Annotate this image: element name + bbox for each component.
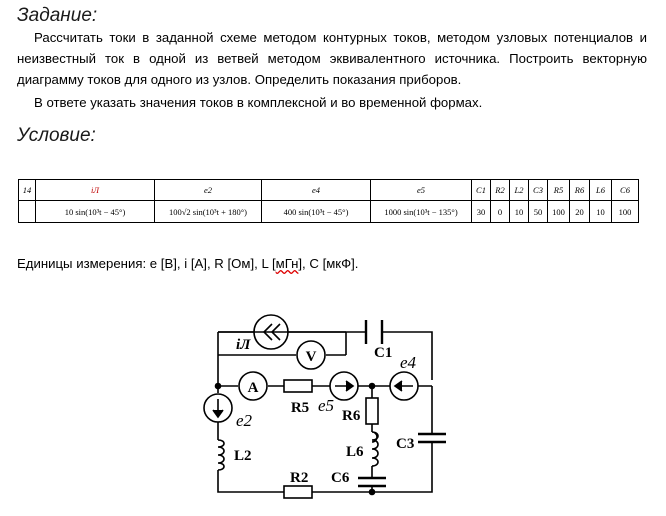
resistor-r5 xyxy=(284,380,312,392)
table-header-cell: e2 xyxy=(155,180,262,201)
table-cell: 100 xyxy=(612,201,639,223)
label-a: A xyxy=(247,380,259,396)
source-e2-icon xyxy=(204,394,232,422)
table-header-cell: 14 xyxy=(19,180,36,201)
label-c6: C6 xyxy=(331,470,350,486)
task-heading: Задание: xyxy=(17,5,98,26)
source-e5-icon xyxy=(330,372,358,400)
units-mgn: мГн xyxy=(275,256,299,271)
table-header-cell: R2 xyxy=(491,180,510,201)
table-header-cell: C1 xyxy=(472,180,491,201)
source-e4-icon xyxy=(390,372,418,400)
table-cell: 50 xyxy=(529,201,548,223)
label-l6: L6 xyxy=(346,444,364,460)
table-cell: 100 xyxy=(548,201,570,223)
table-header-cell: e5 xyxy=(371,180,472,201)
label-v: V xyxy=(305,349,317,365)
label-r5: R5 xyxy=(290,400,310,416)
label-l2: L2 xyxy=(234,448,252,464)
table-header-cell: e4 xyxy=(262,180,371,201)
table-cell: 400 sin(10³t − 45°) xyxy=(262,201,371,223)
units-text: Единицы измерения: e [В], i [А], R [Ом], L [ xyxy=(17,256,276,271)
node-dot xyxy=(216,384,221,389)
label-c1: C1 xyxy=(374,345,393,361)
inductor-l6 xyxy=(372,432,378,466)
node-dot xyxy=(370,490,375,495)
inductor-l2 xyxy=(218,440,224,470)
condition-heading: Условие: xyxy=(17,125,96,146)
label-e5: e5 xyxy=(318,396,335,415)
table-cell: 1000 sin(10³t − 135°) xyxy=(371,201,472,223)
table-cell: 20 xyxy=(570,201,590,223)
answer-instructions: В ответе указать значения токов в комплексной и во временной формах. xyxy=(34,95,483,110)
units-text-end: ], C [мкФ]. xyxy=(298,256,359,271)
table-header-cell: C6 xyxy=(612,180,639,201)
table-header-cell: C3 xyxy=(529,180,548,201)
table-header-cell: L2 xyxy=(510,180,529,201)
table-header-cell: R6 xyxy=(570,180,590,201)
table-cell: 30 xyxy=(472,201,491,223)
table-header-cell: R5 xyxy=(548,180,570,201)
label-r2: R2 xyxy=(290,470,309,486)
table-header-cell: iЛ xyxy=(36,180,155,201)
table-cell: 10 xyxy=(590,201,612,223)
table-cell: 10 sin(10³t − 45°) xyxy=(36,201,155,223)
label-c3: C3 xyxy=(396,436,415,452)
label-e2: e2 xyxy=(236,411,253,430)
label-r6: R6 xyxy=(342,408,361,424)
resistor-r6 xyxy=(366,398,378,424)
table-cell: 100√2 sin(10³t + 180°) xyxy=(155,201,262,223)
table-cell: 0 xyxy=(491,201,510,223)
resistor-r2 xyxy=(284,486,312,498)
label-il: iЛ xyxy=(236,337,251,353)
task-text: Рассчитать токи в заданной схеме методом контурных токов, методом узловых потенциалов и неизвестный ток в одной из ветвей методом эквивалентного источника. Построить векторную диаграмму токов для одного из узлов. Определить показания приборов. xyxy=(17,30,647,87)
label-e4: e4 xyxy=(400,353,417,372)
table-header-cell: L6 xyxy=(590,180,612,201)
table-cell: 10 xyxy=(510,201,529,223)
